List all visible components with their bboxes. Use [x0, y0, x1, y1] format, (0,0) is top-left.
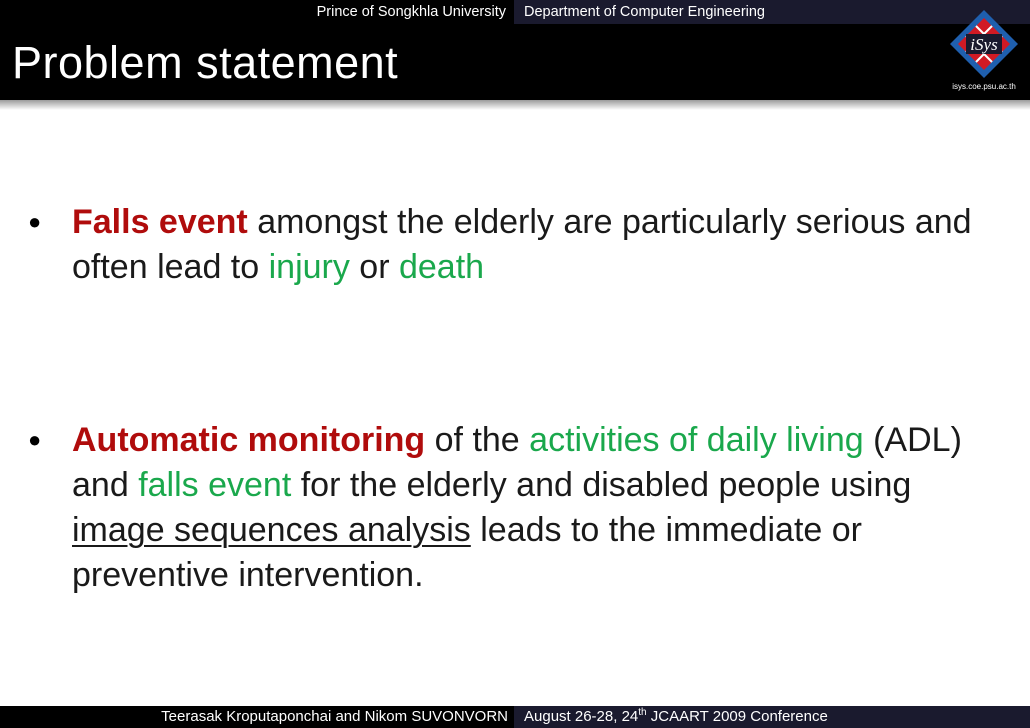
bullet-2-segment: activities of daily living — [529, 421, 864, 459]
bullet-1-segment: Falls event — [72, 203, 248, 241]
header-department: Department of Computer Engineering — [514, 0, 1030, 24]
bullet-2-segment: image sequences analysis — [72, 511, 471, 549]
header-university: Prince of Songkhla University — [0, 0, 514, 24]
footer-conference-name: JCAART 2009 Conference — [646, 708, 828, 725]
isys-logo — [948, 8, 1020, 94]
logo-text: iSys — [970, 35, 998, 54]
bullet-1-segment: or — [349, 248, 399, 286]
bullet-2-text — [72, 418, 1002, 598]
isys-logo-icon — [948, 8, 1020, 84]
bullet-2-segment: falls event — [138, 466, 292, 504]
bullet-1-segment: amongst the elderly are particularly serious and often lead to — [72, 203, 972, 286]
bullet-dot-icon: ● — [28, 427, 42, 452]
logo-url: isys.coe.psu.ac.th — [952, 82, 1016, 91]
header-strip — [0, 0, 1030, 24]
bullet-1-segment: death — [398, 248, 485, 286]
bullet-1-segment: injury — [268, 248, 350, 286]
bullet-1-text — [72, 200, 1002, 290]
footer-authors: Teerasak Kroputaponchai and Nikom SUVONVORN — [0, 706, 514, 728]
title-bar — [0, 24, 1030, 100]
bullet-dot-icon: ● — [28, 209, 42, 234]
bullet-2-segment: of the — [425, 421, 530, 459]
footer-conference-sup: th — [638, 707, 647, 718]
footer-conference-date: August 26-28, 24 — [524, 708, 639, 725]
slide-title: Problem statement — [12, 37, 399, 88]
footer-strip — [0, 706, 1030, 728]
bullet-2-segment: (ADL) and — [72, 421, 962, 504]
title-shadow — [0, 100, 1030, 110]
bullet-2-segment: Automatic monitoring — [72, 421, 426, 459]
bullet-2-segment: leads to the immediate or preventive intervention. — [72, 511, 862, 594]
footer-conference — [514, 706, 1030, 728]
bullet-2-segment: for the elderly and disabled people using — [291, 466, 912, 504]
